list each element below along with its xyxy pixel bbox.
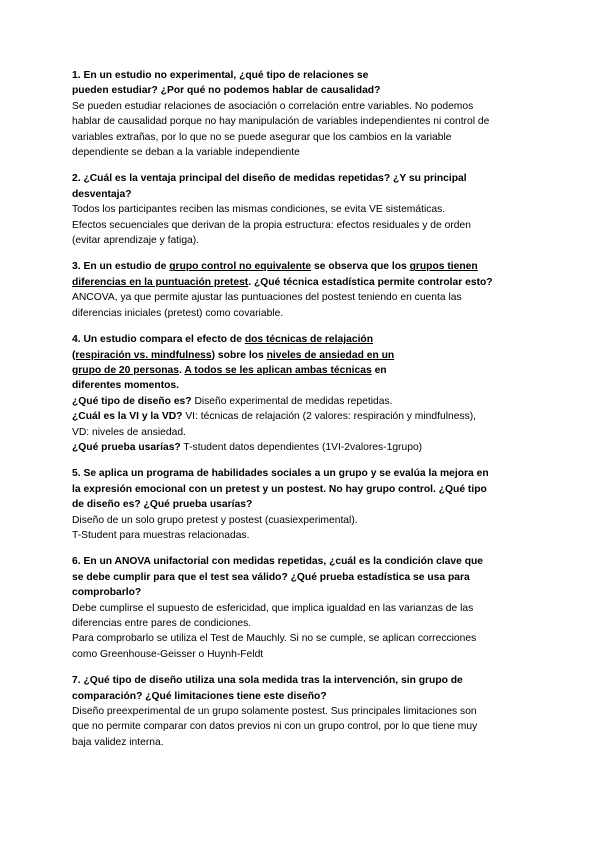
q2-answer-line2: Efectos secuenciales que derivan de la propia estructura: efectos residuales y de orden — [72, 219, 471, 231]
q4-sub3 — [72, 440, 532, 455]
q3-answer-line2: diferencias iniciales (pretest) como covariable. — [72, 307, 284, 319]
q3-t5: diferencias en la puntuación pretest — [72, 276, 249, 288]
q7-title-line1: 7. ¿Qué tipo de diseño utiliza una sola medida tras la intervención, sin grupo de — [72, 675, 463, 687]
q3-answer-line1: ANCOVA, ya que permite ajustar las puntuaciones del postest teniendo en cuenta las — [72, 292, 462, 304]
question-1 — [72, 68, 532, 160]
question-5 — [72, 466, 532, 543]
q4-title-line1 — [72, 332, 532, 347]
q4-t2: dos técnicas de relajación — [244, 334, 374, 346]
q3-title-line2 — [72, 275, 532, 290]
q3-t6: . ¿Qué técnica estadística permite controlar esto? — [248, 276, 493, 288]
q2-answer-line1: Todos los participantes reciben las mismas condiciones, se evita VE sistemáticas. — [72, 204, 446, 216]
q4-title-line2 — [72, 348, 532, 363]
q4-sub1 — [72, 394, 532, 409]
q7-title-line2: comparación? ¿Qué limitaciones tiene este diseño? — [72, 690, 327, 702]
q4-sub2-answer-line2: VD: niveles de ansiedad. — [72, 426, 186, 438]
q1-answer-line1: Se pueden estudiar relaciones de asociación o correlación entre variables. No podemos — [72, 100, 474, 112]
q2-title-line2: desventaja? — [72, 188, 132, 200]
q4-t4: sobre los — [215, 349, 267, 361]
document-page — [72, 68, 532, 761]
q3-t4: grupos tienen — [409, 261, 478, 273]
q5-answer-line2: T-Student para muestras relacionadas. — [72, 529, 250, 541]
q4-sub1-answer: Diseño experimental de medidas repetidas. — [191, 395, 393, 407]
q6-answer-line4: como Greenhouse-Geisser o Huynh-Feldt — [72, 648, 264, 660]
q5-title-line3: de diseño es? ¿Qué prueba usarías? — [72, 499, 253, 511]
q4-t9: en — [371, 364, 387, 376]
question-4 — [72, 332, 532, 455]
q6-title-line2: se debe cumplir para que el test sea válido? ¿Qué prueba estadística se usa para — [72, 571, 470, 583]
q3-t2: grupo control no equivalente — [169, 261, 312, 273]
q4-title-line4: diferentes momentos. — [72, 380, 179, 392]
question-7 — [72, 673, 532, 750]
q4-sub1-question: ¿Qué tipo de diseño es? — [72, 395, 192, 407]
q4-sub3-answer: T-student datos dependientes (1VI-2valores-1grupo) — [180, 441, 423, 453]
q1-answer-line4: dependiente se deban a la variable independiente — [72, 147, 300, 159]
q6-title-line3: comprobarlo? — [72, 587, 142, 599]
q4-t8: A todos se les aplican ambas técnicas — [184, 364, 372, 376]
q1-answer-line3: variables extrañas, por lo que no se puede asegurar que los cambios en la variable — [72, 131, 452, 143]
q5-title-line1: 5. Se aplica un programa de habilidades sociales a un grupo y se evalúa la mejora en — [72, 468, 489, 480]
q6-answer-line3: Para comprobarlo se utiliza el Test de Mauchly. Si no se cumple, se aplican correcciones — [72, 633, 477, 645]
q4-t6: grupo de 20 personas — [72, 364, 180, 376]
q7-answer-line1: Diseño preexperimental de un grupo solamente postest. Sus principales limitaciones son — [72, 706, 477, 718]
q4-title-line3 — [72, 363, 532, 378]
q2-answer-line3: (evitar aprendizaje y fatiga). — [72, 235, 200, 247]
q1-title-line1: 1. En un estudio no experimental, ¿qué tipo de relaciones se — [72, 70, 369, 81]
q5-answer-line1: Diseño de un solo grupo pretest y postest (cuasiexperimental). — [72, 514, 358, 526]
q6-title-line1: 6. En un ANOVA unifactorial con medidas repetidas, ¿cuál es la condición clave que — [72, 556, 484, 568]
q7-answer-line3: baja validez interna. — [72, 736, 164, 748]
q2-title-line1: 2. ¿Cuál es la ventaja principal del diseño de medidas repetidas? ¿Y su principal — [72, 173, 467, 185]
q3-t3: se observa que los — [311, 261, 410, 273]
q4-t5: niveles de ansiedad en un — [266, 349, 395, 361]
q4-t1: 4. Un estudio compara el efecto de — [72, 334, 245, 346]
q1-title-line2: pueden estudiar? ¿Por qué no podemos hablar de causalidad? — [72, 85, 381, 97]
q4-sub3-question: ¿Qué prueba usarías? — [72, 441, 181, 453]
q6-answer-line2: diferencias entre pares de condiciones. — [72, 618, 252, 629]
q3-title-line1 — [72, 259, 532, 274]
q4-t3: (respiración vs. mindfulness) — [72, 349, 216, 361]
question-6 — [72, 554, 532, 662]
q4-sub2-question: ¿Cuál es la VI y la VD? — [72, 411, 183, 423]
q5-title-line2: la expresión emocional con un pretest y un postest. No hay grupo control. ¿Qué tipo — [72, 483, 487, 495]
q4-t7: . — [179, 364, 185, 376]
q4-sub2-answer: VI: técnicas de relajación (2 valores: respiración y mindfulness), — [182, 411, 477, 423]
q6-answer-line1: Debe cumplirse el supuesto de esfericidad, que implica igualdad en las varianzas de las — [72, 602, 474, 614]
q7-answer-line2: que no permite comparar con datos previos ni con un grupo control, por lo que tiene muy — [72, 721, 478, 733]
question-3 — [72, 259, 532, 321]
q4-sub2 — [72, 409, 532, 424]
question-2 — [72, 171, 532, 248]
q1-answer-line2: hablar de causalidad porque no hay manipulación de variables independientes ni control de — [72, 116, 490, 128]
q3-t1: 3. En un estudio de — [72, 261, 170, 273]
